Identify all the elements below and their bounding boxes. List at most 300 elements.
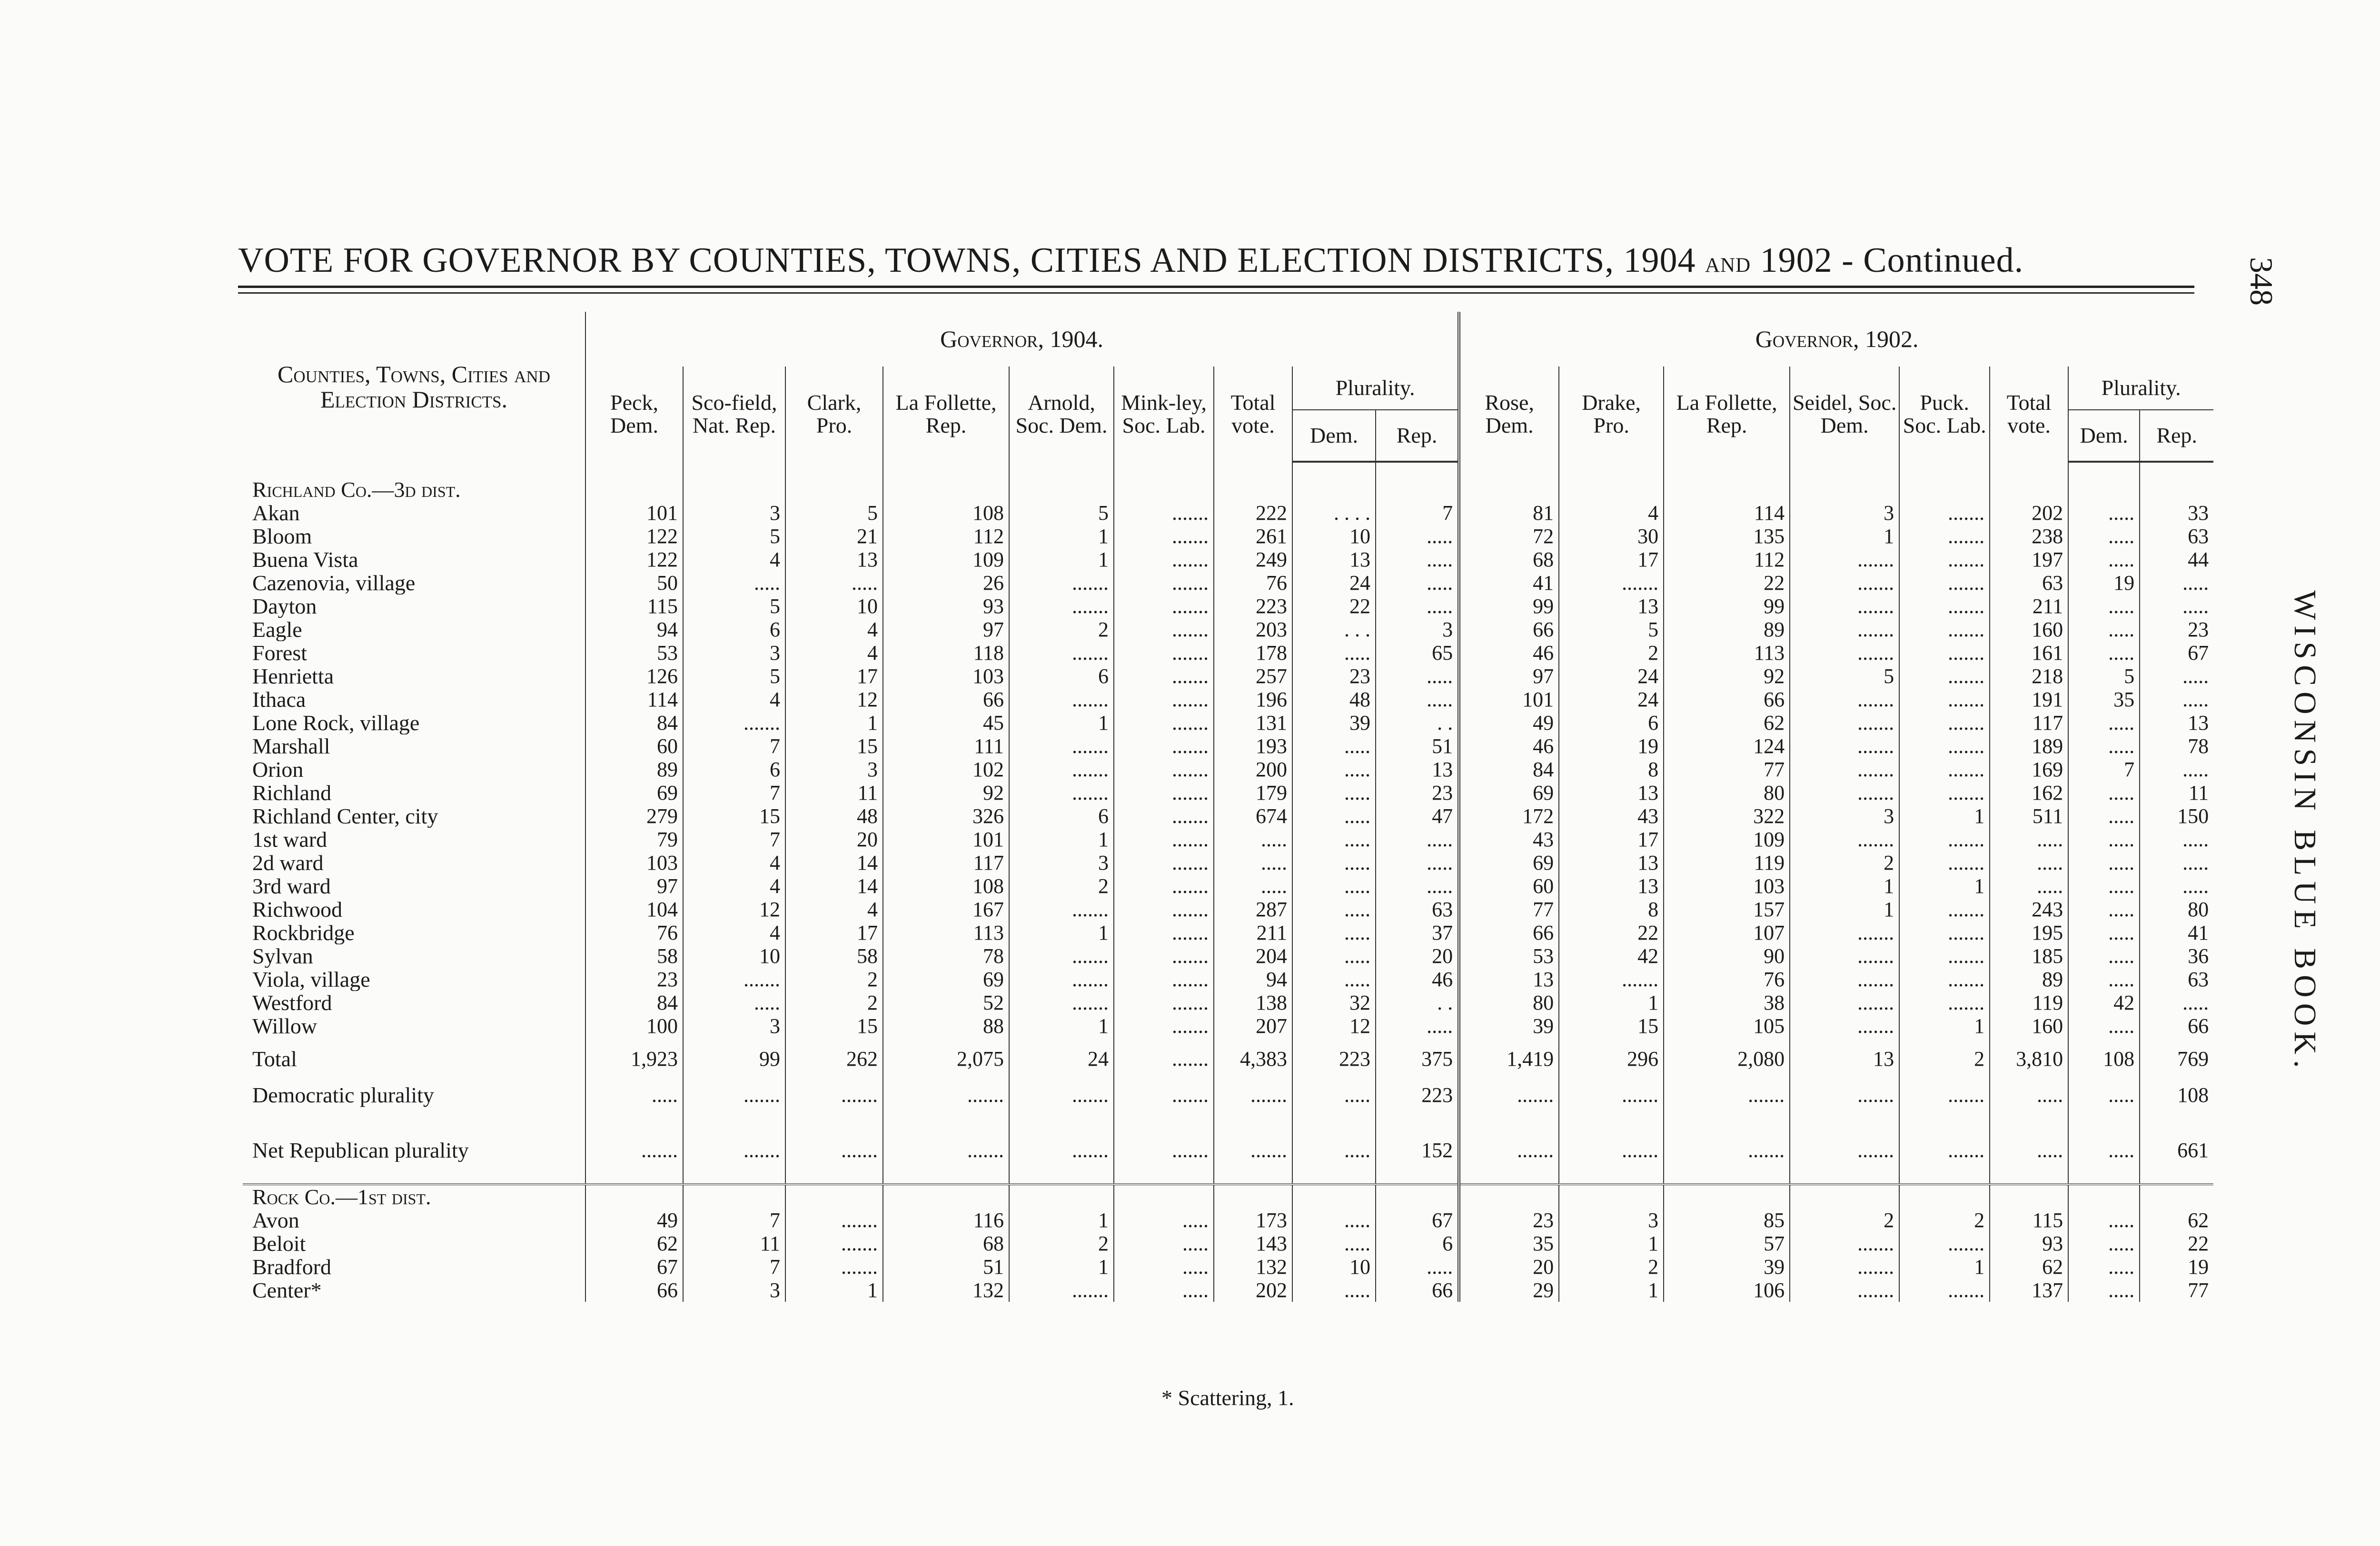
- table-row: [243, 618, 2213, 641]
- vote-cell: [1899, 1110, 1990, 1139]
- vote-cell: 1: [1790, 874, 1899, 898]
- vote-cell: .......: [1790, 1278, 1899, 1302]
- vote-cell: 62: [1664, 711, 1790, 734]
- vote-cell: 43: [1559, 804, 1664, 828]
- vote-cell: .......: [1009, 1139, 1114, 1162]
- vote-cell: 89: [1990, 968, 2068, 991]
- vote-cell: 160: [1990, 1014, 2068, 1038]
- vote-cell: 6: [1376, 1232, 1459, 1255]
- district-column-header: Counties, Towns, Cities and Election Districts.: [278, 361, 550, 413]
- vote-cell: .......: [1790, 991, 1899, 1014]
- district-name: Eagle: [252, 618, 302, 641]
- vote-cell: 105: [1664, 1014, 1790, 1038]
- vote-cell: .....: [1114, 1255, 1214, 1278]
- vote-cell: 13: [1559, 595, 1664, 618]
- vote-cell: 13: [1459, 968, 1559, 991]
- vote-cell: 195: [1990, 921, 2068, 944]
- vote-cell: 112: [1664, 548, 1790, 571]
- vote-cell: .......: [1899, 501, 1990, 525]
- vote-cell: 49: [585, 1209, 683, 1232]
- vote-cell: 39: [1292, 711, 1376, 734]
- vote-cell: [1292, 1110, 1376, 1139]
- vote-cell: .....: [1376, 664, 1459, 688]
- col-header-lafollette-1904: La Follette, Rep.: [883, 367, 1009, 462]
- vote-cell: 6: [1009, 804, 1114, 828]
- vote-cell: 6: [683, 758, 785, 781]
- vote-cell: 101: [883, 828, 1009, 851]
- vote-cell: .......: [1899, 711, 1990, 734]
- title-continued: 1902 - Continued.: [1760, 241, 2024, 280]
- district-name: Center*: [252, 1278, 322, 1302]
- vote-cell: 132: [1214, 1255, 1292, 1278]
- vote-cell: 24: [1292, 571, 1376, 595]
- spacer-row: [243, 1110, 2213, 1139]
- vote-cell: [1664, 478, 1790, 501]
- vote-cell: .....: [2140, 874, 2213, 898]
- vote-cell: 185: [1990, 944, 2068, 968]
- vote-cell: .......: [1114, 501, 1214, 525]
- plurality-1902-rep-header: Rep.: [2140, 410, 2213, 462]
- vote-cell: 37: [1376, 921, 1459, 944]
- vote-cell: .....: [2068, 525, 2140, 548]
- vote-cell: [1114, 1184, 1214, 1209]
- vote-cell: 15: [683, 804, 785, 828]
- vote-cell: 62: [2140, 1209, 2213, 1232]
- vote-cell: .......: [1790, 944, 1899, 968]
- district-name: Rockbridge: [252, 921, 355, 944]
- vote-cell: .....: [785, 571, 883, 595]
- vote-cell: 157: [1664, 898, 1790, 921]
- vote-cell: .....: [2068, 1255, 2140, 1278]
- vote-cell: .......: [1114, 1139, 1214, 1162]
- vote-cell: 1: [1009, 1255, 1114, 1278]
- vote-cell: 1: [1899, 874, 1990, 898]
- vote-cell: 69: [1459, 781, 1559, 804]
- vote-cell: 178: [1214, 641, 1292, 664]
- vote-cell: [1009, 478, 1114, 501]
- vote-cell: 101: [1459, 688, 1559, 711]
- vote-cell: 66: [1376, 1278, 1459, 1302]
- vote-cell: .....: [1214, 874, 1292, 898]
- vote-cell: .....: [1376, 571, 1459, 595]
- vote-cell: 102: [883, 758, 1009, 781]
- vote-cell: .....: [1114, 1278, 1214, 1302]
- vote-cell: 46: [1376, 968, 1459, 991]
- vote-cell: [2140, 1184, 2213, 1209]
- vote-cell: 2,075: [883, 1038, 1009, 1074]
- vote-cell: 375: [1376, 1038, 1459, 1074]
- vote-cell: [585, 1110, 683, 1139]
- vote-cell: [1459, 478, 1559, 501]
- vote-cell: 84: [1459, 758, 1559, 781]
- vote-cell: [1790, 1110, 1899, 1139]
- vote-cell: 44: [2140, 548, 2213, 571]
- vote-cell: .....: [2068, 874, 2140, 898]
- vote-cell: .....: [2068, 734, 2140, 758]
- vote-cell: .....: [1292, 734, 1376, 758]
- vote-table: [243, 312, 2213, 1302]
- vote-cell: .......: [683, 968, 785, 991]
- vote-cell: [2140, 1110, 2213, 1139]
- vote-cell: .......: [1790, 781, 1899, 804]
- district-name: Sylvan: [252, 944, 313, 968]
- vote-cell: .......: [1899, 991, 1990, 1014]
- district-name: Henrietta: [252, 664, 334, 688]
- district-name: Richland: [252, 781, 332, 804]
- vote-cell: .....: [1292, 804, 1376, 828]
- vote-cell: 1: [1790, 525, 1899, 548]
- vote-cell: 17: [785, 664, 883, 688]
- vote-cell: 65: [1376, 641, 1459, 664]
- spacer-row: [243, 1162, 2213, 1184]
- vote-cell: .......: [1114, 641, 1214, 664]
- vote-cell: .......: [785, 1255, 883, 1278]
- vote-cell: .......: [1009, 1074, 1114, 1110]
- table-row: [243, 944, 2213, 968]
- vote-cell: .....: [1376, 1255, 1459, 1278]
- district-name: Orion: [252, 758, 304, 781]
- vote-cell: 1: [785, 711, 883, 734]
- vote-cell: 261: [1214, 525, 1292, 548]
- vote-cell: 13: [1559, 874, 1664, 898]
- vote-cell: [785, 1184, 883, 1209]
- vote-cell: 15: [1559, 1014, 1664, 1038]
- vote-cell: .......: [1899, 688, 1990, 711]
- vote-cell: .....: [2140, 571, 2213, 595]
- district-name: Willow: [252, 1014, 317, 1038]
- vote-cell: .......: [1009, 595, 1114, 618]
- vote-cell: 67: [585, 1255, 683, 1278]
- district-name: Ithaca: [252, 688, 306, 711]
- vote-cell: .......: [1009, 734, 1114, 758]
- vote-cell: . .: [1376, 991, 1459, 1014]
- ward-row: [243, 874, 2213, 898]
- vote-cell: 12: [683, 898, 785, 921]
- vote-cell: 119: [1664, 851, 1790, 874]
- vote-cell: 13: [1559, 781, 1664, 804]
- vote-cell: .......: [1664, 1074, 1790, 1110]
- vote-cell: 137: [1990, 1278, 2068, 1302]
- vote-cell: .....: [1292, 1074, 1376, 1110]
- vote-cell: .......: [1114, 711, 1214, 734]
- vote-cell: [1899, 478, 1990, 501]
- vote-cell: 7: [683, 781, 785, 804]
- vote-cell: [785, 1162, 883, 1184]
- vote-cell: 66: [1459, 618, 1559, 641]
- vote-cell: .......: [1790, 571, 1899, 595]
- vote-cell: 115: [585, 595, 683, 618]
- vote-cell: 93: [883, 595, 1009, 618]
- vote-cell: .......: [1114, 874, 1214, 898]
- vote-cell: .....: [2068, 1074, 2140, 1110]
- vote-cell: [1899, 1184, 1990, 1209]
- vote-cell: .....: [1376, 874, 1459, 898]
- vote-cell: 101: [585, 501, 683, 525]
- vote-cell: .....: [683, 571, 785, 595]
- vote-cell: 92: [1664, 664, 1790, 688]
- vote-cell: 1: [1899, 1014, 1990, 1038]
- vote-cell: 3,810: [1990, 1038, 2068, 1074]
- vote-cell: [1559, 1162, 1664, 1184]
- vote-cell: 200: [1214, 758, 1292, 781]
- vote-cell: .......: [1114, 758, 1214, 781]
- vote-cell: .....: [1292, 898, 1376, 921]
- vote-cell: 114: [585, 688, 683, 711]
- vote-cell: .......: [785, 1074, 883, 1110]
- vote-cell: 103: [883, 664, 1009, 688]
- vote-cell: 99: [1664, 595, 1790, 618]
- vote-cell: [1009, 1184, 1114, 1209]
- vote-cell: .......: [1114, 991, 1214, 1014]
- vote-cell: 2: [1009, 1232, 1114, 1255]
- vote-cell: 97: [585, 874, 683, 898]
- vote-cell: 150: [2140, 804, 2213, 828]
- vote-cell: 39: [1459, 1014, 1559, 1038]
- vote-cell: 1: [1009, 548, 1114, 571]
- vote-cell: 76: [1664, 968, 1790, 991]
- vote-cell: 26: [883, 571, 1009, 595]
- vote-cell: .....: [2140, 664, 2213, 688]
- table-row: [243, 758, 2213, 781]
- vote-cell: .......: [1790, 921, 1899, 944]
- vote-cell: [1214, 1162, 1292, 1184]
- vote-cell: [1376, 1184, 1459, 1209]
- vote-cell: 117: [1990, 711, 2068, 734]
- vote-cell: 19: [1559, 734, 1664, 758]
- vote-cell: 189: [1990, 734, 2068, 758]
- table-row: [243, 641, 2213, 664]
- vote-cell: 511: [1990, 804, 2068, 828]
- vote-cell: .....: [1292, 874, 1376, 898]
- vote-cell: 262: [785, 1038, 883, 1074]
- district-name: Dayton: [252, 595, 317, 618]
- vote-cell: .....: [2140, 851, 2213, 874]
- col-header-arnold: Arnold, Soc. Dem.: [1009, 367, 1114, 462]
- vote-cell: 322: [1664, 804, 1790, 828]
- vote-cell: 23: [1292, 664, 1376, 688]
- vote-cell: .......: [1009, 898, 1114, 921]
- vote-cell: .......: [1114, 688, 1214, 711]
- table-row: [243, 804, 2213, 828]
- vote-cell: 69: [585, 781, 683, 804]
- vote-cell: .......: [1009, 688, 1114, 711]
- vote-cell: 41: [1459, 571, 1559, 595]
- vote-cell: 20: [1459, 1255, 1559, 1278]
- vote-cell: .......: [1559, 571, 1664, 595]
- vote-cell: 152: [1376, 1139, 1459, 1162]
- vote-cell: 51: [1376, 734, 1459, 758]
- vote-cell: .......: [1899, 1074, 1990, 1110]
- vote-cell: [1990, 1110, 2068, 1139]
- vote-cell: 1: [1559, 1278, 1664, 1302]
- vote-cell: [1376, 1110, 1459, 1139]
- county-row: [243, 1184, 2213, 1209]
- vote-cell: 211: [1990, 595, 2068, 618]
- vote-cell: .......: [883, 1074, 1009, 1110]
- vote-cell: 222: [1214, 501, 1292, 525]
- vote-cell: 104: [585, 898, 683, 921]
- vote-cell: 3: [1790, 501, 1899, 525]
- vote-cell: .......: [1009, 968, 1114, 991]
- vote-cell: .....: [2068, 1139, 2140, 1162]
- vote-cell: 100: [585, 1014, 683, 1038]
- district-name: Marshall: [252, 734, 330, 758]
- district-name: Richland Center, city: [252, 804, 438, 828]
- vote-cell: .......: [1459, 1074, 1559, 1110]
- vote-cell: 109: [883, 548, 1009, 571]
- vote-cell: [1114, 478, 1214, 501]
- vote-cell: 46: [1459, 734, 1559, 758]
- vote-cell: 3: [1009, 851, 1114, 874]
- vote-cell: 23: [1376, 781, 1459, 804]
- vote-cell: 2: [1009, 618, 1114, 641]
- vote-cell: 69: [883, 968, 1009, 991]
- vote-cell: 5: [2068, 664, 2140, 688]
- vote-cell: [1459, 1162, 1559, 1184]
- vote-cell: 49: [1459, 711, 1559, 734]
- vote-cell: [1664, 1184, 1790, 1209]
- col-header-drake: Drake, Pro.: [1559, 367, 1664, 462]
- vote-cell: 79: [585, 828, 683, 851]
- vote-cell: .....: [585, 1074, 683, 1110]
- vote-cell: . . .: [1292, 618, 1376, 641]
- header-spacer-row: [243, 462, 2213, 478]
- vote-cell: .....: [2140, 595, 2213, 618]
- vote-cell: .....: [2068, 804, 2140, 828]
- vote-cell: [1559, 1110, 1664, 1139]
- plurality-1904-dem-header: Dem.: [1292, 410, 1376, 462]
- vote-cell: 202: [1214, 1278, 1292, 1302]
- vote-cell: 17: [1559, 828, 1664, 851]
- vote-cell: .......: [1899, 1232, 1990, 1255]
- vote-cell: .......: [1790, 828, 1899, 851]
- vote-cell: .......: [1114, 828, 1214, 851]
- vote-cell: 4: [683, 548, 785, 571]
- vote-cell: .......: [1114, 898, 1214, 921]
- vote-cell: 99: [1459, 595, 1559, 618]
- vote-cell: [683, 1184, 785, 1209]
- vote-cell: 66: [1664, 688, 1790, 711]
- vote-cell: [883, 1110, 1009, 1139]
- district-name: Cazenovia, village: [252, 571, 416, 595]
- vote-cell: .......: [883, 1139, 1009, 1162]
- col-header-total-1902: Total vote.: [1990, 367, 2068, 462]
- vote-cell: .......: [1790, 711, 1899, 734]
- plurality-1904-rep-header: Rep.: [1376, 410, 1459, 462]
- vote-cell: .....: [1292, 944, 1376, 968]
- vote-cell: 132: [883, 1278, 1009, 1302]
- vote-cell: 23: [585, 968, 683, 991]
- vote-cell: .....: [2068, 1209, 2140, 1232]
- vote-cell: 1,923: [585, 1038, 683, 1074]
- col-header-minkley: Mink-ley, Soc. Lab.: [1114, 367, 1214, 462]
- col-header-lafollette-1902: La Follette, Rep.: [1664, 367, 1790, 462]
- vote-cell: 99: [683, 1038, 785, 1074]
- vote-cell: .....: [1214, 851, 1292, 874]
- vote-cell: 13: [2140, 711, 2213, 734]
- table-row: [243, 688, 2213, 711]
- vote-cell: .......: [1899, 618, 1990, 641]
- vote-cell: .......: [1009, 781, 1114, 804]
- vote-cell: [1664, 1110, 1790, 1139]
- vote-cell: 162: [1990, 781, 2068, 804]
- vote-cell: 63: [1376, 898, 1459, 921]
- vote-cell: 1: [1899, 804, 1990, 828]
- vote-cell: 1: [1899, 1255, 1990, 1278]
- vote-cell: .....: [2068, 898, 2140, 921]
- vote-cell: 1: [1009, 1014, 1114, 1038]
- vote-cell: 80: [2140, 898, 2213, 921]
- vote-cell: 4: [785, 898, 883, 921]
- vote-cell: 92: [883, 781, 1009, 804]
- col-header-seidel: Seidel, Soc. Dem.: [1790, 367, 1899, 462]
- vote-cell: .....: [1990, 828, 2068, 851]
- page-title: [238, 240, 2023, 281]
- district-name: Rock Co.—1st dist.: [252, 1184, 431, 1209]
- vote-cell: .....: [2068, 921, 2140, 944]
- vote-cell: 1: [1009, 921, 1114, 944]
- vote-cell: 19: [2140, 1255, 2213, 1278]
- vote-cell: .......: [1114, 851, 1214, 874]
- vote-cell: 76: [1214, 571, 1292, 595]
- district-name: Forest: [252, 641, 307, 664]
- vote-cell: 108: [883, 501, 1009, 525]
- vote-cell: 7: [683, 1209, 785, 1232]
- vote-cell: .......: [1790, 1232, 1899, 1255]
- vote-cell: .....: [1292, 921, 1376, 944]
- table-row: [243, 1232, 2213, 1255]
- vote-cell: .....: [2068, 548, 2140, 571]
- vote-cell: .....: [1376, 548, 1459, 571]
- vote-cell: .....: [1214, 828, 1292, 851]
- vote-cell: 78: [883, 944, 1009, 968]
- vote-cell: 19: [2068, 571, 2140, 595]
- vote-cell: .....: [1292, 1209, 1376, 1232]
- vote-cell: [1559, 478, 1664, 501]
- vote-cell: .....: [2068, 968, 2140, 991]
- vote-cell: 2: [1009, 874, 1114, 898]
- vote-cell: 48: [1292, 688, 1376, 711]
- vote-cell: 4,383: [1214, 1038, 1292, 1074]
- vote-cell: 46: [1459, 641, 1559, 664]
- vote-cell: 7: [2068, 758, 2140, 781]
- vote-cell: 3: [683, 1014, 785, 1038]
- vote-cell: .......: [1114, 968, 1214, 991]
- table-row: [243, 1014, 2213, 1038]
- vote-cell: 2: [1899, 1209, 1990, 1232]
- vote-cell: [683, 478, 785, 501]
- vote-cell: 1: [1559, 1232, 1664, 1255]
- vote-cell: 108: [883, 874, 1009, 898]
- vote-cell: 72: [1459, 525, 1559, 548]
- vote-cell: .....: [1292, 641, 1376, 664]
- district-name: Bloom: [252, 525, 312, 548]
- vote-cell: 3: [1790, 804, 1899, 828]
- vote-cell: 5: [683, 664, 785, 688]
- vote-cell: .......: [1559, 1139, 1664, 1162]
- vote-cell: 197: [1990, 548, 2068, 571]
- vote-cell: 8: [1559, 898, 1664, 921]
- vote-cell: 119: [1990, 991, 2068, 1014]
- ward-row: [243, 851, 2213, 874]
- vote-cell: 207: [1214, 1014, 1292, 1038]
- vote-cell: .......: [1214, 1074, 1292, 1110]
- vote-cell: 66: [585, 1278, 683, 1302]
- ward-row: [243, 828, 2213, 851]
- vote-cell: .......: [1899, 898, 1990, 921]
- vote-cell: .......: [1114, 1038, 1214, 1074]
- vote-cell: 13: [1559, 851, 1664, 874]
